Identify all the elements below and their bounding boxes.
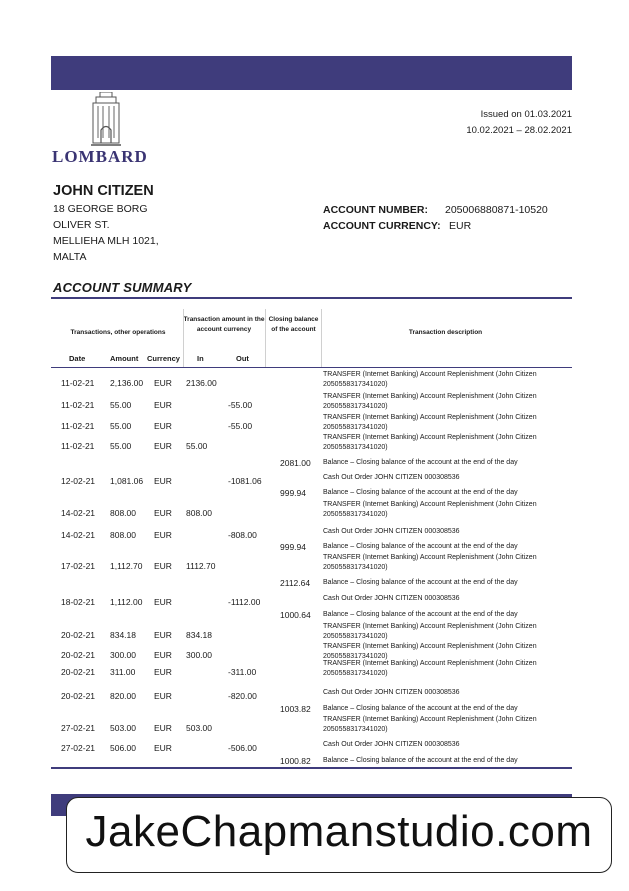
cell-description: Balance – Closing balance of the account at the end of the day (323, 579, 518, 586)
column-currency: Currency (147, 354, 180, 363)
cell-amount: 55.00 (110, 421, 132, 431)
cell-date: 20-02-21 (61, 667, 96, 677)
cell-out: -820.00 (228, 691, 257, 701)
cell-description: TRANSFER (Internet Banking) Account Replenishment (John Citizen 2050558317341020) (323, 660, 537, 677)
cell-in: 503.00 (186, 723, 212, 733)
cell-description: TRANSFER (Internet Banking) Account Replenishment (John Citizen 2050558317341020) (323, 434, 537, 451)
cell-description: Cash Out Order JOHN CITIZEN 000308536 (323, 528, 460, 535)
watermark-text: JakeChapmanstudio.com (85, 807, 593, 856)
header-amount-in-currency: Transaction amount in the account currency (183, 316, 265, 333)
cell-date: 27-02-21 (61, 743, 96, 753)
cell-amount: 1,112.70 (110, 561, 143, 571)
cell-in: 300.00 (186, 650, 212, 660)
logo-wordmark: LOMBARD (52, 147, 148, 166)
cell-currency: EUR (154, 667, 172, 677)
cell-currency: EUR (154, 421, 172, 431)
address-line: OLIVER ST. (53, 219, 110, 231)
cell-balance: 2112.64 (280, 578, 311, 588)
cell-description: TRANSFER (Internet Banking) Account Replenishment (John Citizen 2050558317341020) (323, 393, 537, 410)
cell-date: 11-02-21 (61, 441, 95, 451)
cell-currency: EUR (154, 508, 172, 518)
cell-description: TRANSFER (Internet Banking) Account Replenishment (John Citizen 2050558317341020) (323, 554, 537, 571)
cell-date: 11-02-21 (61, 421, 95, 431)
cell-currency: EUR (154, 378, 172, 388)
cell-description: Balance – Closing balance of the account at the end of the day (323, 757, 518, 764)
cell-description: TRANSFER (Internet Banking) Account Replenishment (John Citizen 2050558317341020) (323, 643, 537, 660)
cell-description: TRANSFER (Internet Banking) Account Replenishment (John Citizen 2050558317341020) (323, 501, 537, 518)
cell-amount: 311.00 (110, 667, 136, 677)
watermark-banner (66, 797, 612, 873)
cell-description: Cash Out Order JOHN CITIZEN 000308536 (323, 474, 460, 481)
cell-out: -55.00 (228, 421, 253, 431)
cell-description: Balance – Closing balance of the account at the end of the day (323, 489, 518, 496)
cell-amount: 503.00 (110, 723, 136, 733)
cell-date: 20-02-21 (61, 650, 96, 660)
address-line: MALTA (53, 251, 87, 263)
cell-amount: 834.18 (110, 630, 136, 640)
cell-currency: EUR (154, 400, 172, 410)
cell-description: Cash Out Order JOHN CITIZEN 000308536 (323, 741, 460, 748)
cell-balance: 1000.64 (280, 610, 311, 620)
cell-date: 12-02-21 (61, 476, 96, 486)
cell-description: TRANSFER (Internet Banking) Account Replenishment (John Citizen 2050558317341020) (323, 414, 537, 431)
cell-description: Balance – Closing balance of the account at the end of the day (323, 459, 518, 466)
cell-description: Balance – Closing balance of the account at the end of the day (323, 543, 518, 550)
cell-currency: EUR (154, 441, 172, 451)
column-amount: Amount (110, 354, 139, 363)
account-number-label: ACCOUNT NUMBER: (323, 204, 428, 216)
cell-date: 18-02-21 (61, 597, 96, 607)
cell-date: 14-02-21 (61, 530, 96, 540)
cell-amount: 808.00 (110, 530, 136, 540)
cell-balance: 1000.82 (280, 756, 311, 766)
cell-out: -55.00 (228, 400, 253, 410)
cell-currency: EUR (154, 743, 172, 753)
cell-amount: 300.00 (110, 650, 136, 660)
cell-balance: 2081.00 (280, 458, 311, 468)
account-currency: EUR (449, 220, 472, 232)
header-transactions: Transactions, other operations (70, 329, 166, 336)
cell-date: 27-02-21 (61, 723, 96, 733)
cell-out: -506.00 (228, 743, 257, 753)
cell-currency: EUR (154, 723, 172, 733)
cell-date: 20-02-21 (61, 630, 96, 640)
header-description: Transaction description (408, 329, 483, 336)
cell-amount: 2,136.00 (110, 378, 144, 388)
cell-currency: EUR (154, 650, 172, 660)
cell-amount: 506.00 (110, 743, 136, 753)
cell-description: TRANSFER (Internet Banking) Account Replenishment (John Citizen 2050558317341020) (323, 623, 537, 640)
cell-description: Cash Out Order JOHN CITIZEN 000308536 (323, 595, 460, 602)
cell-date: 11-02-21 (61, 400, 95, 410)
cell-currency: EUR (154, 476, 172, 486)
statement-period: 10.02.2021 – 28.02.2021 (466, 125, 572, 136)
cell-amount: 1,081.06 (110, 476, 144, 486)
cell-date: 11-02-21 (61, 378, 95, 388)
cell-out: -311.00 (228, 667, 257, 677)
account-currency-label: ACCOUNT CURRENCY: (323, 220, 441, 232)
customer-name: JOHN CITIZEN (53, 183, 154, 199)
cell-currency: EUR (154, 597, 172, 607)
cell-description: Balance – Closing balance of the account at the end of the day (323, 611, 518, 618)
cell-in: 2136.00 (186, 378, 217, 388)
address-line: MELLIEHA MLH 1021, (53, 235, 159, 247)
cell-amount: 808.00 (110, 508, 136, 518)
cell-amount: 55.00 (110, 441, 132, 451)
cell-in: 834.18 (186, 630, 212, 640)
cell-balance: 999.94 (280, 488, 306, 498)
cell-amount: 1,112.00 (110, 597, 143, 607)
cell-date: 17-02-21 (61, 561, 96, 571)
cell-currency: EUR (154, 530, 172, 540)
column-in: In (197, 354, 204, 363)
cell-amount: 55.00 (110, 400, 132, 410)
address-line: 18 GEORGE BORG (53, 203, 148, 215)
cell-amount: 820.00 (110, 691, 136, 701)
cell-out: -1112.00 (228, 597, 261, 607)
cell-out: -808.00 (228, 530, 257, 540)
cell-balance: 999.94 (280, 542, 306, 552)
cell-description: Cash Out Order JOHN CITIZEN 000308536 (323, 689, 460, 696)
issued-date: Issued on 01.03.2021 (480, 109, 572, 120)
column-out: Out (236, 354, 249, 363)
cell-description: TRANSFER (Internet Banking) Account Replenishment (John Citizen 2050558317341020) (323, 716, 537, 733)
cell-description: TRANSFER (Internet Banking) Account Replenishment (John Citizen 2050558317341020) (323, 371, 537, 388)
cell-description: Balance – Closing balance of the account at the end of the day (323, 705, 518, 712)
cell-in: 1112.70 (186, 561, 216, 571)
cell-in: 55.00 (186, 441, 208, 451)
cell-in: 808.00 (186, 508, 212, 518)
cell-out: -1081.06 (228, 476, 262, 486)
summary-bottom-rule (51, 767, 572, 769)
cell-currency: EUR (154, 691, 172, 701)
cell-date: 14-02-21 (61, 508, 96, 518)
header-closing-balance: Closing balance of the account (268, 316, 319, 333)
column-date: Date (69, 354, 86, 363)
account-number: 205006880871-10520 (445, 204, 548, 216)
cell-currency: EUR (154, 630, 172, 640)
cell-currency: EUR (154, 561, 172, 571)
cell-date: 20-02-21 (61, 691, 96, 701)
account-summary-title: ACCOUNT SUMMARY (53, 280, 192, 295)
cell-balance: 1003.82 (280, 704, 311, 714)
